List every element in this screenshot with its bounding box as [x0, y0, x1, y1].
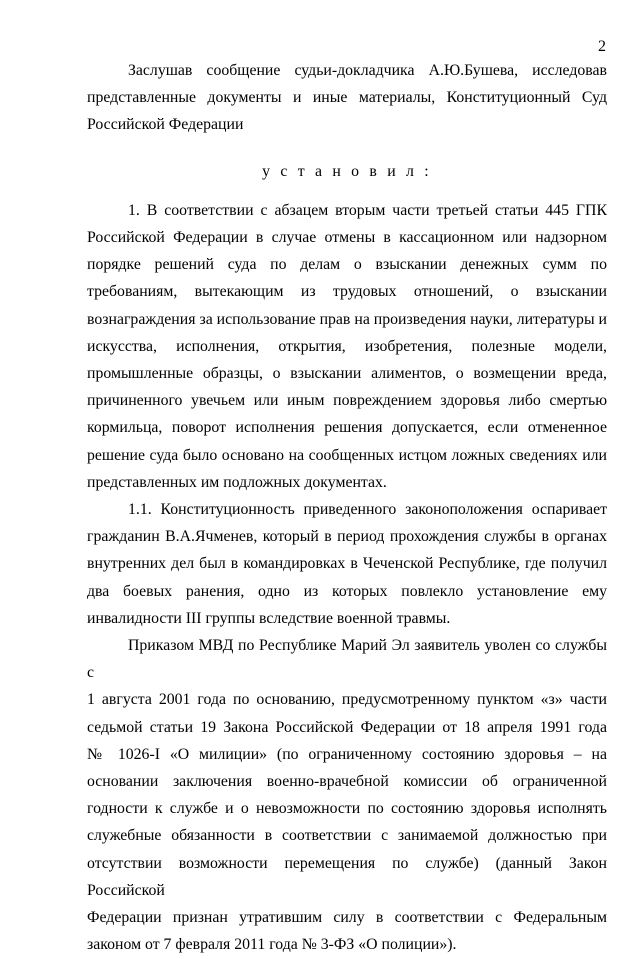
text-line: Федерации признан утратившим силу в соответствии с Федеральным — [87, 909, 607, 927]
paragraph-1 — [87, 197, 607, 496]
text-line: представленные документы и иные материалы, Конституционный Суд — [87, 89, 607, 107]
text-line: 1. В соответствии с абзацем вторым части третьей статьи 445 ГПК — [128, 201, 607, 219]
text-line: Заслушав сообщение судьи-докладчика А.Ю.Бушева, исследовав — [128, 62, 607, 79]
paragraph-1-1 — [87, 496, 607, 632]
text-line: Российской Федерации в случае отмены в кассационном или надзорном — [87, 229, 607, 247]
text-line: порядке решений суда по делам о взыскании денежных сумм по — [87, 256, 607, 274]
text-line: решение суда было основано на сообщенных истцом ложных сведениях или — [87, 446, 607, 464]
text-line: кормильца, поворот исполнения решения допускается, если отмененное — [87, 419, 607, 437]
text-line: основании заключения военно-врачебной комиссии об ограниченной — [87, 773, 607, 791]
text-line: отсутствии возможности перемещения по службе) (данный Закон Российской — [87, 854, 607, 899]
text-line: 1 августа 2001 года по основанию, предусмотренному пунктом «з» части — [87, 691, 607, 709]
text-line: вознаграждения за использование прав на произведения науки, литературы и — [87, 310, 607, 328]
document-body — [87, 57, 607, 959]
text-line: седьмой статьи 19 Закона Российской Федерации от 18 апреля 1991 года — [87, 718, 607, 736]
text-line: 1.1. Конституционность приведенного законоположения оспаривает — [128, 501, 607, 519]
text-line: искусства, исполнения, открытия, изобретения, полезные модели, — [87, 337, 607, 355]
text-line: инвалидности III группы вследствие военной травмы. — [87, 609, 451, 627]
text-line: Российской Федерации — [87, 116, 244, 134]
text-line: промышленные образцы, о взыскании алиментов, о возмещении вреда, — [87, 365, 607, 383]
text-line: внутренних дел был в командировках в Чеченской Республике, где получил — [87, 555, 607, 573]
page-number: 2 — [598, 38, 606, 55]
text-line: служебные обязанности в соответствии с занимаемой должностью при — [87, 827, 607, 845]
text-line: причиненного увечьем или иным повреждением здоровья либо смертью — [87, 392, 607, 410]
text-line: требованиям, вытекающим из трудовых отношений, о взыскании — [87, 283, 607, 301]
text-line: гражданин В.А.Ячменев, который в период прохождения службы в органах — [87, 528, 607, 546]
text-line: законом от 7 февраля 2011 года № 3-ФЗ «О полиции»). — [87, 936, 457, 954]
text-line: Приказом МВД по Республике Марий Эл заявитель уволен со службы с — [87, 637, 607, 682]
text-line: № 1026-I «О милиции» (по ограниченному состоянию здоровья – на — [87, 745, 607, 763]
paragraph-order — [87, 632, 607, 958]
ruling-heading: у с т а н о в и л : — [262, 162, 432, 180]
text-line: годности к службе и о невозможности по состоянию здоровья исполнять — [87, 800, 607, 818]
text-line: два боевых ранения, одно из которых повлекло установление ему — [87, 582, 607, 600]
intro-paragraph — [87, 57, 607, 139]
text-line: представленных им подложных документах. — [87, 473, 387, 491]
